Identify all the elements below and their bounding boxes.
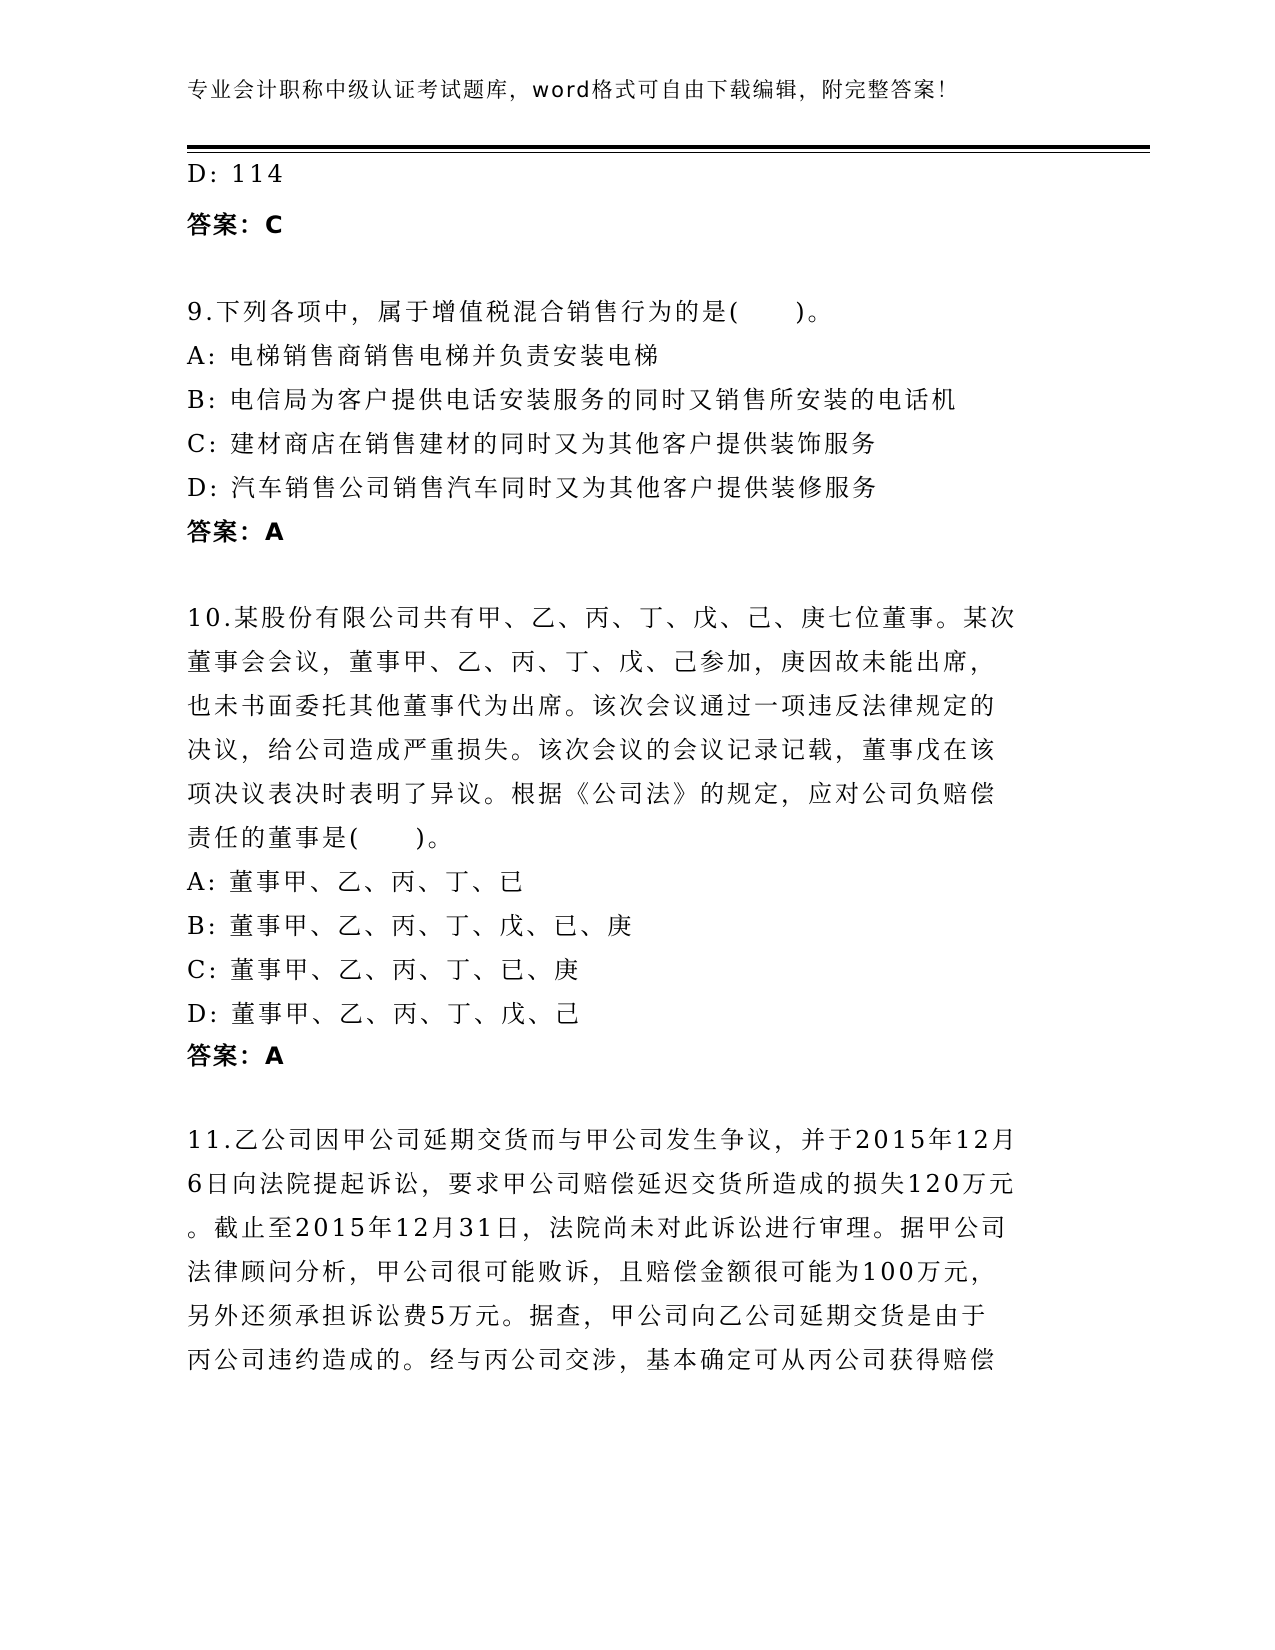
header-rule-thin [187, 152, 1150, 153]
answer: 答案：A [187, 1042, 286, 1070]
option-d: D: 董事甲、乙、丙、丁、戊、己 [187, 1000, 582, 1028]
question-stem-line: 6日向法院提起诉讼，要求甲公司赔偿延迟交货所造成的损失120万元 [187, 1170, 1017, 1198]
question-stem: 9.下列各项中，属于增值税混合销售行为的是( )。 [187, 298, 835, 326]
option-a: A: 电梯销售商销售电梯并负责安装电梯 [187, 342, 662, 370]
question-stem-line: 。截止至2015年12月31日，法院尚未对此诉讼进行审理。据甲公司 [187, 1214, 1009, 1242]
page-header: 专业会计职称中级认证考试题库，word格式可自由下载编辑，附完整答案！ [187, 78, 960, 102]
question-stem-line: 11.乙公司因甲公司延期交货而与甲公司发生争议，并于2015年12月 [187, 1126, 1019, 1154]
option-b: B: 董事甲、乙、丙、丁、戊、已、庚 [187, 912, 635, 940]
question-stem-line: 也未书面委托其他董事代为出席。该次会议通过一项违反法律规定的 [187, 692, 997, 720]
option-d: D: 114 [187, 160, 286, 188]
question-stem-line: 10.某股份有限公司共有甲、乙、丙、丁、戊、己、庚七位董事。某次 [187, 604, 1018, 632]
option-c: C: 建材商店在销售建材的同时又为其他客户提供装饰服务 [187, 430, 879, 458]
question-stem-line: 决议，给公司造成严重损失。该次会议的会议记录记载，董事戊在该 [187, 736, 997, 764]
question-stem-line: 丙公司违约造成的。经与丙公司交涉，基本确定可从丙公司获得赔偿 [187, 1346, 997, 1374]
question-stem-line: 另外还须承担诉讼费5万元。据查，甲公司向乙公司延期交货是由于 [187, 1302, 989, 1330]
question-stem-line: 法律顾问分析，甲公司很可能败诉，且赔偿金额很可能为100万元， [187, 1258, 998, 1286]
question-stem-line: 责任的董事是( )。 [187, 824, 455, 852]
answer: 答案：A [187, 518, 286, 546]
answer: 答案：C [187, 211, 285, 239]
option-b: B: 电信局为客户提供电话安装服务的同时又销售所安装的电话机 [187, 386, 959, 414]
question-stem-line: 董事会会议，董事甲、乙、丙、丁、戊、己参加，庚因故未能出席， [187, 648, 997, 676]
header-rule [187, 145, 1150, 149]
option-c: C: 董事甲、乙、丙、丁、已、庚 [187, 956, 582, 984]
option-d: D: 汽车销售公司销售汽车同时又为其他客户提供装修服务 [187, 474, 879, 502]
option-a: A: 董事甲、乙、丙、丁、已 [187, 868, 527, 896]
question-stem-line: 项决议表决时表明了异议。根据《公司法》的规定，应对公司负赔偿 [187, 780, 997, 808]
